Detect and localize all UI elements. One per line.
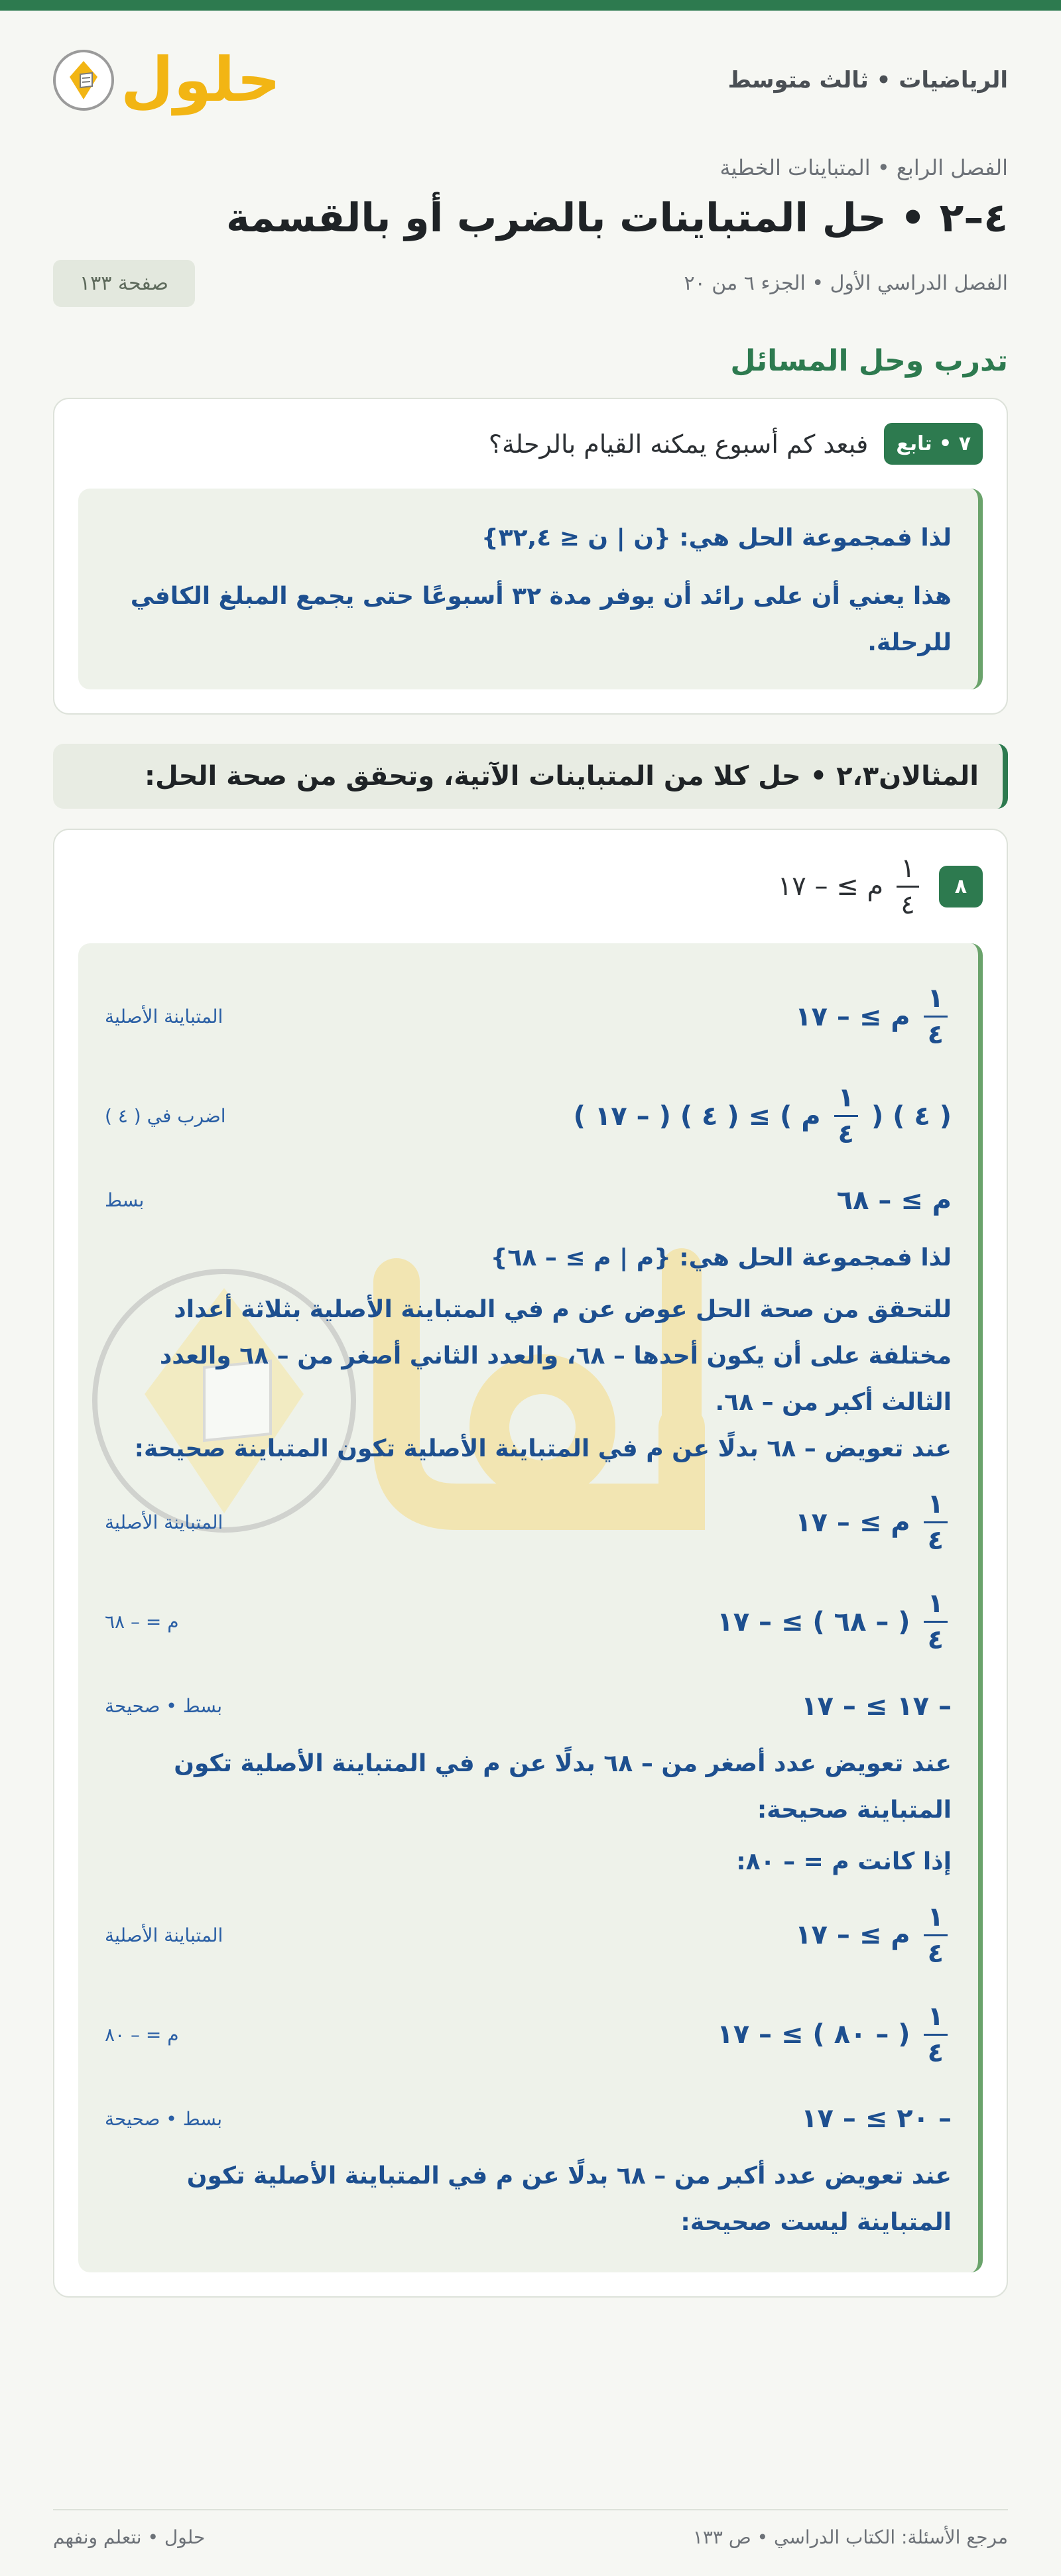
semester-label: الفصل الدراسي الأول • الجزء ٦ من ٢٠ [684,272,1008,295]
step-note: بسط • صحيحة [105,1695,223,1717]
check2-simplify: – ٢٠ ≥ – ١٧ بسط • صحيحة [105,2103,952,2135]
check2-original: $\frac{١}{٤}$ م ≥ – ١٧ المتباينة الأصلية [105,1885,952,1985]
check2-substitute: $\frac{١}{٤}$ ( – ٨٠ ) ≥ – ١٧ م = – ٨٠ [105,1985,952,2084]
subject-label: الرياضيات • ثالث متوسط [727,67,1008,93]
question-header [78,423,983,465]
solve-step-multiply: ( ٤ ) ( $\frac{١}{٤}$ م ) ≥ ( ٤ ) ( – ١٧ ) اضرب في ( ٤ ) [105,1083,952,1150]
check-1-text: عند تعويض – ٦٨ بدلًا عن م في المتباينة الأصلية تكون المتباينة صحيحة: [134,1435,952,1463]
step-note: المتباينة الأصلية [105,1924,223,1946]
step-note: المتباينة الأصلية [105,1511,223,1533]
question-number-badge: ٧ • تابع [884,423,983,465]
fraction: $\frac{١}{٤}$ [897,854,918,919]
page-header [53,11,1008,150]
footer-brand: حلول • نتعلم ونفهم [53,2526,206,2548]
question-header [78,854,983,919]
step-note: المتباينة الأصلية [105,1006,223,1028]
footer-reference: مرجع الأسئلة: الكتاب الدراسي • ص ١٣٣ [692,2526,1008,2548]
step-note: بسط • صحيحة [105,2107,223,2130]
step-note: م = – ٨٠ [105,2023,179,2046]
check-2-text: عند تعويض عدد أصغر من – ٦٨ بدلًا عن م في المتباينة الأصلية تكون المتباينة صحيحة: [174,1749,952,1824]
logo-emblem-icon [53,50,114,111]
question-text: فبعد كم أسبوع يمكنه القيام بالرحلة؟ [488,429,869,459]
section-title: تدرب وحل المسائل [730,344,1008,378]
solution-set: لذا فمجموعة الحل هي: {م | م ≥ – ٦٨} [490,1244,952,1271]
answer-box [78,943,983,2273]
solution-meaning: هذا يعني أن على رائد أن يوفر مدة ٣٢ أسبوعًا حتى يجمع المبلغ الكافي للرحلة. [130,583,952,657]
question-inequality: $\frac{١}{٤}$ م ≥ – ١٧ [778,854,923,919]
check-intro: للتحقق من صحة الحل عوض عن م في المتباينة الأصلية بثلاثة أعداد مختلفة على أن يكون أحدها – ٦٨، والعدد الثاني أصغر من – ٦٨ والعدد الثالث أكبر من – ٦٨. [159,1295,952,1417]
top-accent-bar [0,0,1061,11]
logo-wordmark: حلول [121,44,281,115]
page-title: ٤–٢ • حل المتباينات بالضرب أو بالقسمة [225,195,1008,241]
page-content [0,11,1061,2298]
step-note: م = – ٦٨ [105,1611,179,1633]
solution-set: لذا فمجموعة الحل هي: {ن | ن ≤ ٣٢,٤} [481,524,952,552]
chapter-label: الفصل الرابع • المتباينات الخطية [719,155,1008,180]
page-number-badge: صفحة ١٣٣ [53,260,195,307]
question-card-7 [53,398,1008,715]
step-note: بسط [105,1189,145,1212]
check1-simplify: – ١٧ ≥ – ١٧ بسط • صحيحة [105,1690,952,1722]
solve-step-original: $\frac{١}{٤}$ م ≥ – ١٧ المتباينة الأصلية [105,967,952,1067]
check1-substitute: $\frac{١}{٤}$ ( – ٦٨ ) ≥ – ١٧ م = – ٦٨ [105,1572,952,1672]
examples-banner: المثالان٢،٣ • حل كلا من المتباينات الآتية، وتحقق من صحة الحل: [53,744,1008,809]
solve-step-simplify: م ≥ – ٦٨ بسط [105,1185,952,1216]
lesson-meta-row [53,260,1008,307]
step-note: اضرب في ( ٤ ) [105,1105,226,1128]
site-logo[interactable] [53,44,281,115]
answer-box [78,489,983,689]
question-card-8 [53,829,1008,2298]
check-2-value: إذا كانت م = – ٨٠: [736,1847,952,1875]
question-number-badge: ٨ [939,866,983,907]
page-footer [53,2509,1008,2548]
check-3-text: عند تعويض عدد أكبر من – ٦٨ بدلًا عن م في المتباينة الأصلية تكون المتباينة ليست صحيحة: [186,2162,952,2237]
check1-original: $\frac{١}{٤}$ م ≥ – ١٧ المتباينة الأصلية [105,1473,952,1572]
